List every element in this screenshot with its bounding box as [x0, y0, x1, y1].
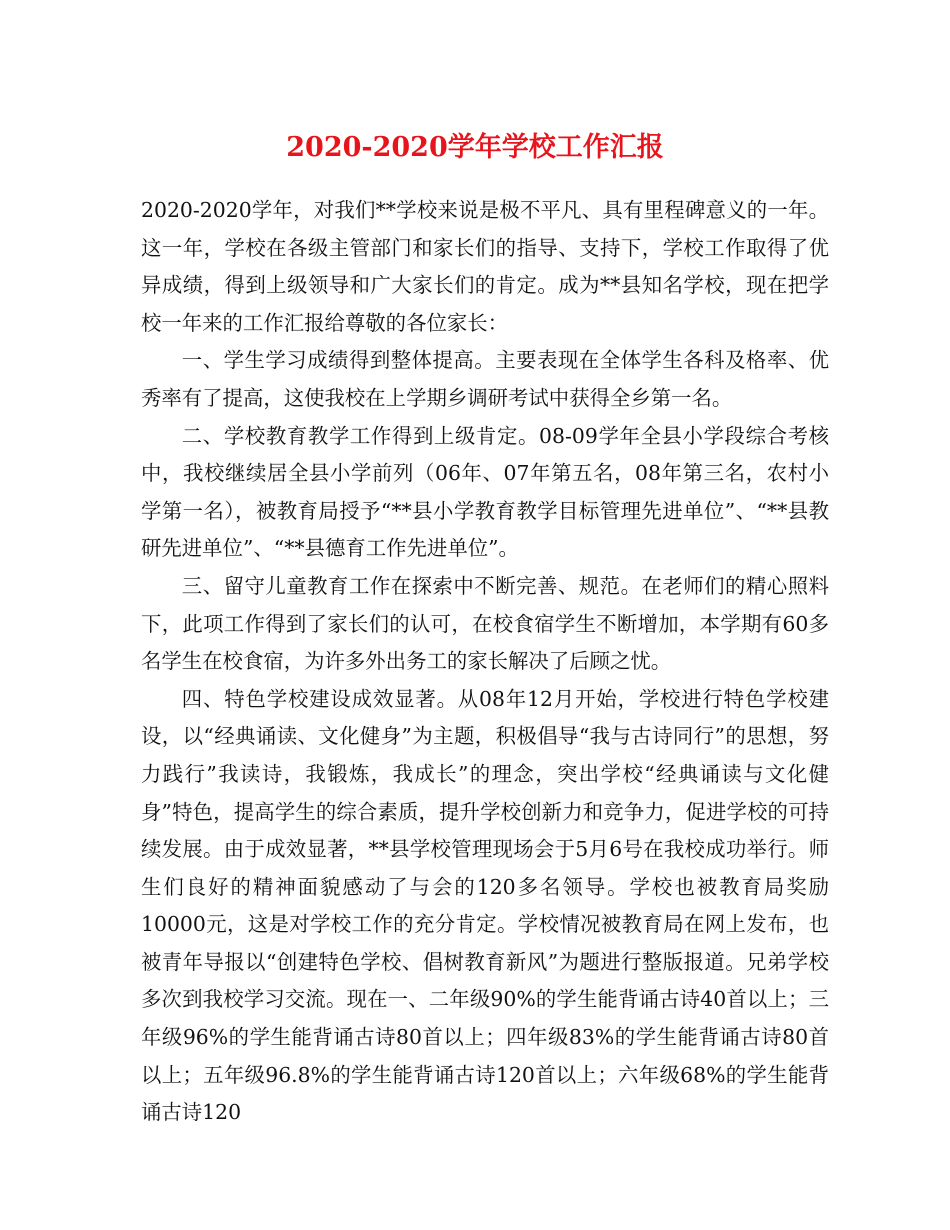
document-body: [141, 192, 829, 1132]
document-title: 2020-2020学年学校工作汇报: [286, 132, 664, 163]
intro-paragraph: 2020-2020学年，对我们**学校来说是极不平凡、具有里程碑意义的一年。这一年，学校在各级主管部门和家长们的指导、支持下，学校工作取得了优异成绩，得到上级领导和广大家长们的肯定。成为**县知名学校，现在把学校一年来的工作汇报给尊敬的各位家长：: [141, 198, 829, 335]
section-paragraph-2: 二、学校教育教学工作得到上级肯定。08-09学年全县小学段综合考核中，我校继续居全县小学前列（06年、07年第五名，08年第三名，农村小学第一名），被教育局授予“**县小学教育教学目标管理先进单位”、“**县教研先进单位”、“**县德育工作先进单位”。: [141, 423, 829, 561]
section-paragraph-1: 一、学生学习成绩得到整体提高。主要表现在全体学生各科及格率、优秀率有了提高，这使我校在上学期乡调研考试中获得全乡第一名。: [141, 348, 829, 410]
section-paragraph-3: 三、留守儿童教育工作在探索中不断完善、规范。在老师们的精心照料下，此项工作得到了家长们的认可，在校食宿学生不断增加，本学期有60多名学生在校食宿，为许多外出务工的家长解决了后顾之忧。: [141, 573, 829, 674]
section-paragraph-4: 四、特色学校建设成效显著。从08年12月开始，学校进行特色学校建设，以“经典诵读、文化健身”为主题，积极倡导“我与古诗同行”的思想，努力践行”我读诗，我锻炼，我成长”的理念，突出学校“经典诵读与文化健身”特色，提高学生的综合素质，提升学校创新力和竞争力，促进学校的可持续发展。由于成效显著，**县学校管理现场会于5月6号在我校成功举行。师生们良好的精神面貌感动了与会的120多名领导。学校也被教育局奖励10000元，这是对学校工作的充分肯定。学校情况被教育局在网上发布，也被青年导报以“创建特色学校、倡树教育新风”为题进行整版报道。兄弟学校多次到我校学习交流。现在一、二年级90%的学生能背诵古诗40首以上；三年级96%的学生能背诵古诗80首以上；四年级83%的学生能背诵古诗80首以上；五年级96.8%的学生能背诵古诗120首以上；六年级68%的学生能背诵古诗120: [141, 686, 829, 1125]
